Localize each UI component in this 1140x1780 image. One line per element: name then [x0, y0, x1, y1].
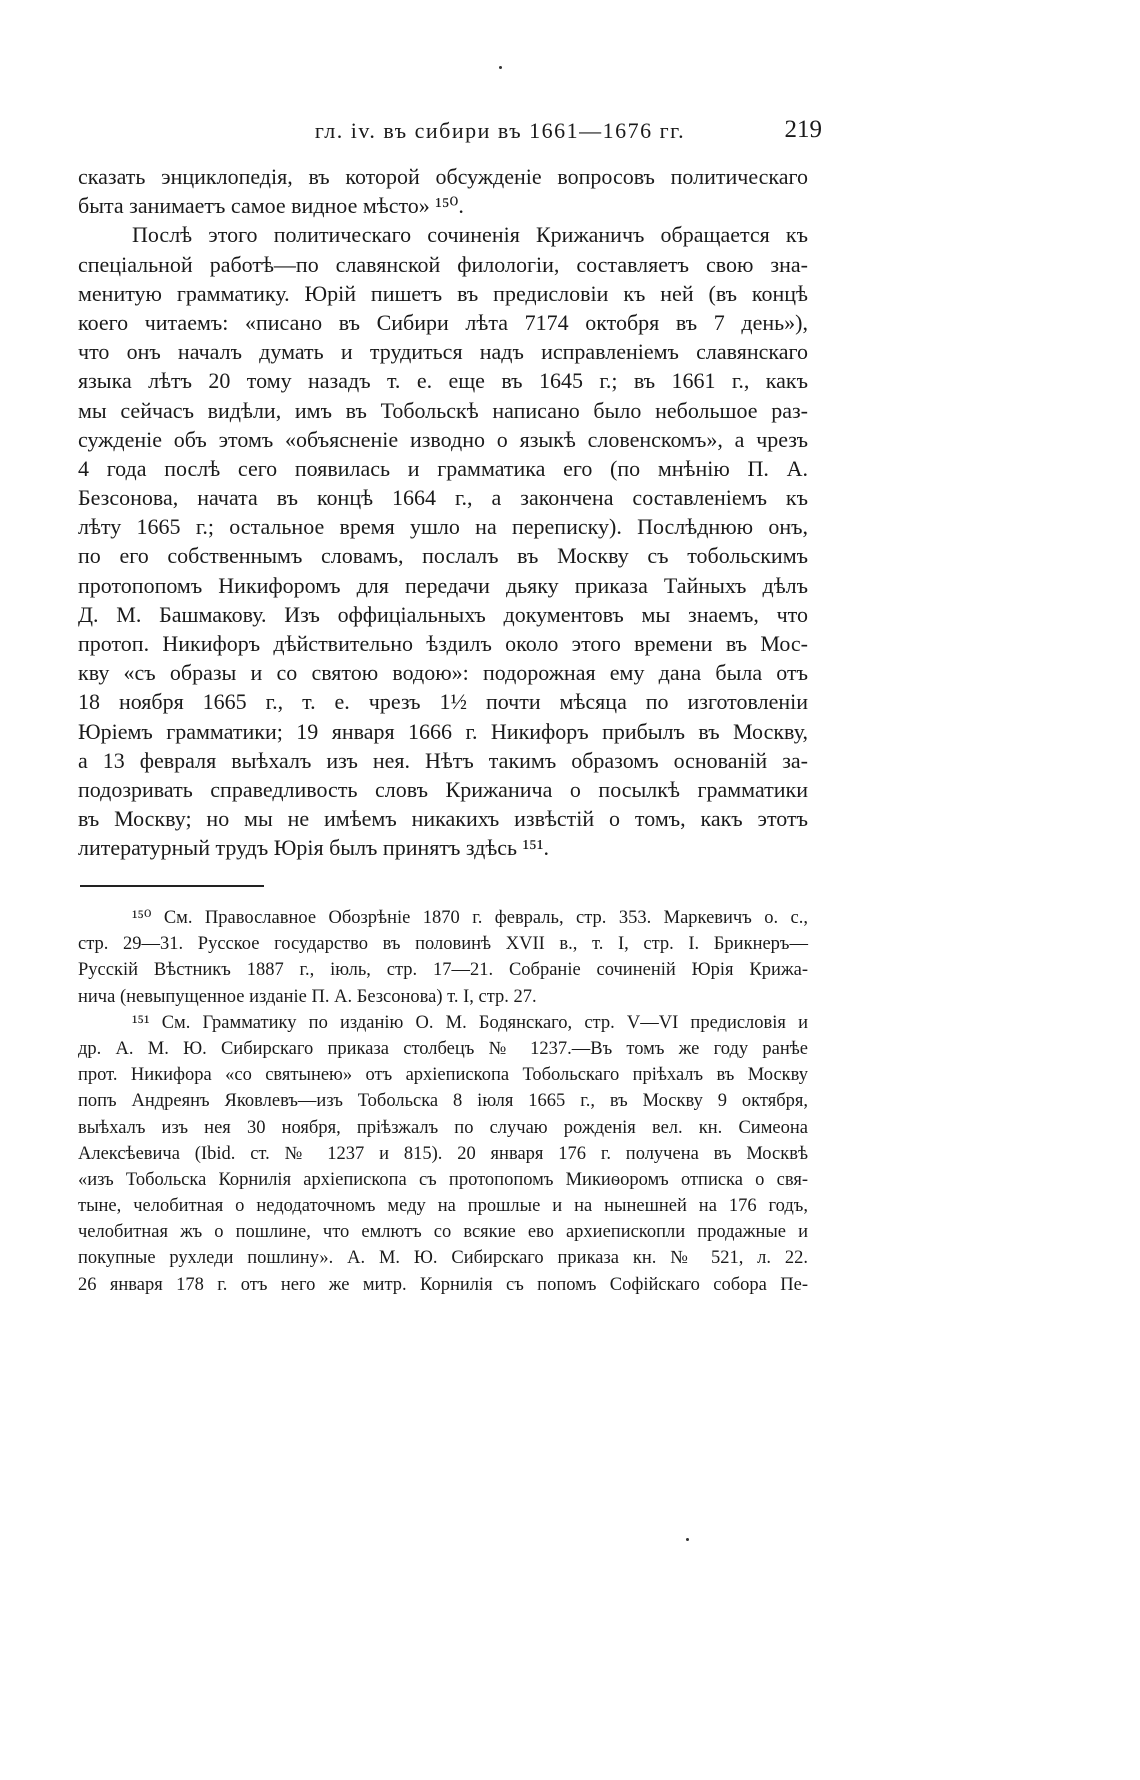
- footnote-line: ¹⁵¹ См. Грамматику по изданію О. М. Бодянскаго, стр. V—VI предисловія и: [132, 1012, 808, 1033]
- text-line: коего читаемъ: «писано въ Сибири лѣта 7174 октобря въ 7 день»),: [78, 309, 808, 335]
- footnote-line: покупные рухледи пошлину». А. М. Ю. Сибирскаго приказа кн. № 521, л. 22.: [78, 1248, 808, 1269]
- text-line: кву «съ образы и со святою водою»: подорожная ему дана была отъ: [78, 660, 808, 686]
- text-line: спеціальной работѣ—по славянской филологіи, составляетъ свою зна-: [78, 251, 808, 277]
- text-line: а 13 февраля выѣхалъ изъ нея. Нѣтъ такимъ образомъ основаній за-: [78, 747, 808, 773]
- page-number: 219: [784, 116, 822, 143]
- text-line: 18 ноября 1665 г., т. е. чрезъ 1½ почти мѣсяца по изготовленіи: [78, 689, 808, 715]
- text-line: менитую грамматику. Юрій пишетъ въ предисловіи къ ней (въ концѣ: [78, 280, 808, 306]
- text-line: протоп. Никифоръ дѣйствительно ѣздилъ около этого времени въ Мос-: [78, 631, 808, 656]
- footnote-line: выѣхалъ изъ нея 30 ноября, пріѣзжалъ по случаю рожденія вел. кн. Симеона: [78, 1117, 808, 1138]
- footnote-rule: [80, 885, 264, 887]
- text-line: быта занимаетъ самое видное мѣсто» ¹⁵⁰.: [78, 193, 464, 219]
- text-line: лѣту 1665 г.; остальное время ушло на переписку). Послѣднюю онъ,: [78, 514, 808, 540]
- speck-mark: [499, 66, 502, 69]
- text-line: что онъ началъ думать и трудиться надъ исправленіемъ славянскаго: [78, 339, 808, 365]
- main-text: [78, 162, 808, 863]
- text-line: протопопомъ Никифоромъ для передачи дьяку приказа Тайныхъ дѣлъ: [78, 572, 808, 598]
- footnote-line: стр. 29—31. Русское государство въ половинѣ XVII в., т. I, стр. I. Брикнеръ—: [78, 934, 808, 955]
- footnote-line: Русскій Вѣстникъ 1887 г., іюль, стр. 17—21. Собраніе сочиненій Юрія Крижа-: [78, 960, 808, 981]
- text-line: Безсонова, начата въ концѣ 1664 г., а закончена составленіемъ къ: [78, 485, 808, 511]
- text-line: языка лѣтъ 20 тому назадъ т. е. еще въ 1645 г.; въ 1661 г., какъ: [78, 368, 808, 394]
- footnote-line: «изъ Тобольска Корнилія архіепископа съ протопопомъ Микиѳоромъ отписка о свя-: [78, 1169, 808, 1190]
- text-line: въ Москву; но мы не имѣемъ никакихъ извѣстій о томъ, какъ этотъ: [78, 806, 808, 832]
- footnote-line: Алексѣевича (Ibid. ст. № 1237 и 815). 20 января 176 г. получена въ Москвѣ: [78, 1143, 808, 1164]
- footnotes: [78, 905, 808, 1298]
- page-header: [0, 118, 1000, 152]
- footnote-line: нича (невыпущенное изданіе П. А. Безсонова) т. I, стр. 27.: [78, 986, 537, 1007]
- text-line: Д. М. Башмакову. Изъ оффиціальныхъ документовъ мы знаемъ, что: [78, 601, 808, 627]
- speck-mark: [686, 1538, 689, 1541]
- footnote-line: ¹⁵⁰ См. Православное Обозрѣніе 1870 г. февраль, стр. 353. Маркевичъ о. с.,: [132, 908, 808, 928]
- text-line: по его собственнымъ словамъ, послалъ въ Москву съ тобольскимъ: [78, 543, 808, 569]
- footnote-line: попъ Андреянъ Яковлевъ—изъ Тобольска 8 іюля 1665 г., въ Москву 9 октября,: [78, 1091, 808, 1112]
- text-line: мы сейчасъ видѣли, имъ въ Тобольскѣ написано было небольшое раз-: [78, 397, 808, 423]
- text-line: Юріемъ грамматики; 19 января 1666 г. Никифоръ прибылъ въ Москву,: [78, 718, 808, 744]
- footnote-line: др. А. М. Ю. Сибирскаго приказа столбецъ № 1237.—Въ томъ же году ранѣе: [78, 1038, 808, 1059]
- running-title: гл. iv. въ сибири въ 1661—1676 гг.: [314, 118, 686, 143]
- text-line: Послѣ этого политическаго сочиненія Крижаничъ обращается къ: [132, 222, 808, 248]
- text-line: 4 года послѣ сего появилась и грамматика его (по мнѣнію П. А.: [78, 455, 808, 481]
- text-line: сужденіе объ этомъ «объясненіе изводно о языкѣ словенскомъ», а чрезъ: [78, 426, 808, 452]
- footnote-line: челобитная жъ о пошлине, что емлютъ со всякие ево архиепископли продажные и: [78, 1222, 808, 1243]
- footnote-line: прот. Никифора «со святынею» отъ архіепископа Тобольскаго пріѣхалъ въ Москву: [78, 1065, 808, 1086]
- text-line: подозривать справедливость словъ Крижанича о посылкѣ грамматики: [78, 776, 808, 802]
- text-line: сказать энциклопедія, въ которой обсужденіе вопросовъ политическаго: [78, 164, 808, 189]
- footnote-line: 26 января 178 г. отъ него же митр. Корнилія съ попомъ Софійскаго собора Пе-: [78, 1274, 808, 1295]
- text-line: литературный трудъ Юрія былъ принятъ здѣсь ¹⁵¹.: [78, 835, 549, 861]
- footnote-line: тыне, челобитная о недодаточномъ меду на прошлые и на нынешней на 176 годъ,: [78, 1196, 808, 1217]
